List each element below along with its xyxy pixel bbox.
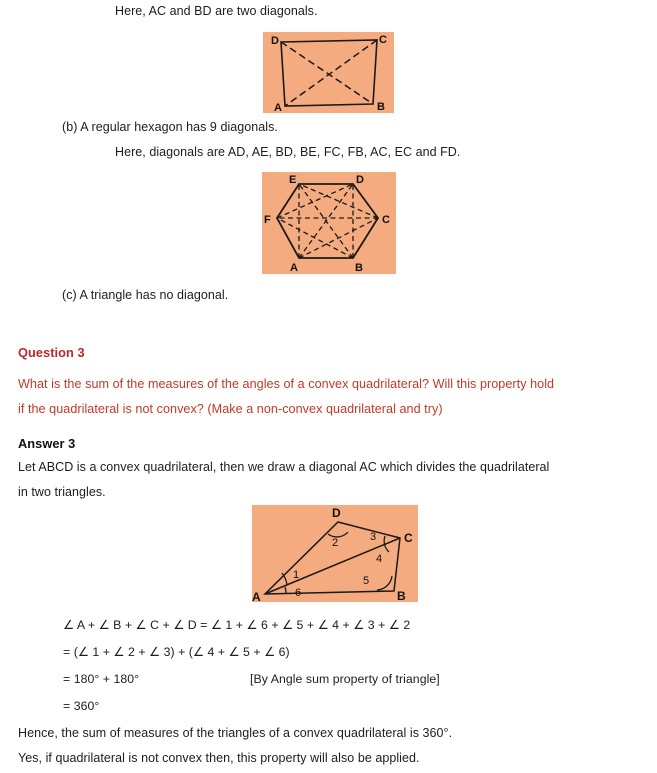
part-b-detail: Here, diagonals are AD, AE, BD, BE, FC, FB, AC, EC and FD. bbox=[115, 145, 461, 159]
figure3-angle-2: 2 bbox=[332, 537, 339, 549]
part-b-statement: (b) A regular hexagon has 9 diagonals. bbox=[62, 120, 278, 134]
equation-line-3: = 180° + 180° bbox=[63, 672, 140, 686]
figure1-label-c: C bbox=[379, 34, 387, 46]
figure3-angle-1: 1 bbox=[293, 569, 300, 581]
quadrilateral-diagonals-svg bbox=[263, 32, 394, 113]
figure2-label-a: A bbox=[290, 262, 298, 274]
figure3-angle-3: 3 bbox=[370, 531, 377, 543]
figure-convex-quadrilateral bbox=[252, 505, 418, 602]
question-line-2: if the quadrilateral is not convex? (Make a non-convex quadrilateral and try) bbox=[18, 402, 443, 416]
equation-line-4: = 360° bbox=[63, 699, 100, 713]
answer-line-2: in two triangles. bbox=[18, 485, 106, 499]
figure3-label-a: A bbox=[252, 590, 261, 602]
conclusion-line-1: Hence, the sum of measures of the triangles of a convex quadrilateral is 360°. bbox=[18, 726, 453, 740]
figure2-label-b: B bbox=[355, 262, 363, 274]
figure2-label-f: F bbox=[264, 214, 271, 226]
figure3-label-d: D bbox=[332, 506, 341, 520]
figure-quadrilateral-diagonals bbox=[263, 32, 394, 113]
figure1-label-d: D bbox=[271, 35, 279, 47]
answer-heading: Answer 3 bbox=[18, 436, 76, 451]
equation-line-2: = (∠ 1 + ∠ 2 + ∠ 3) + (∠ 4 + ∠ 5 + ∠ 6) bbox=[63, 645, 290, 659]
figure1-label-a: A bbox=[274, 102, 282, 113]
equation-line-3-note: [By Angle sum property of triangle] bbox=[250, 672, 440, 686]
figure1-label-b: B bbox=[377, 101, 385, 113]
figure-hexagon bbox=[262, 172, 396, 274]
figure3-label-b: B bbox=[397, 589, 406, 602]
figure3-angle-6: 6 bbox=[295, 587, 302, 599]
equation-line-1: ∠ A + ∠ B + ∠ C + ∠ D = ∠ 1 + ∠ 6 + ∠ 5 + ∠ 4 + ∠ 3 + ∠ 2 bbox=[63, 618, 411, 632]
answer-line-1: Let ABCD is a convex quadrilateral, then we draw a diagonal AC which divides the quadrilateral bbox=[18, 460, 550, 474]
figure3-label-c: C bbox=[404, 531, 413, 545]
hexagon-svg bbox=[262, 172, 396, 274]
convex-quadrilateral-svg bbox=[252, 505, 418, 602]
figure2-label-c: C bbox=[382, 214, 390, 226]
part-c-statement: (c) A triangle has no diagonal. bbox=[62, 288, 229, 302]
question-line-1: What is the sum of the measures of the angles of a convex quadrilateral? Will this property hold bbox=[18, 377, 555, 391]
figure2-label-e: E bbox=[289, 174, 297, 186]
figure3-angle-5: 5 bbox=[363, 575, 370, 587]
part-a-note: Here, AC and BD are two diagonals. bbox=[115, 4, 318, 18]
conclusion-line-2: Yes, if quadrilateral is not convex then, this property will also be applied. bbox=[18, 751, 420, 765]
figure3-angle-4: 4 bbox=[376, 553, 383, 565]
figure2-label-d: D bbox=[356, 174, 364, 186]
question-heading: Question 3 bbox=[18, 345, 85, 360]
